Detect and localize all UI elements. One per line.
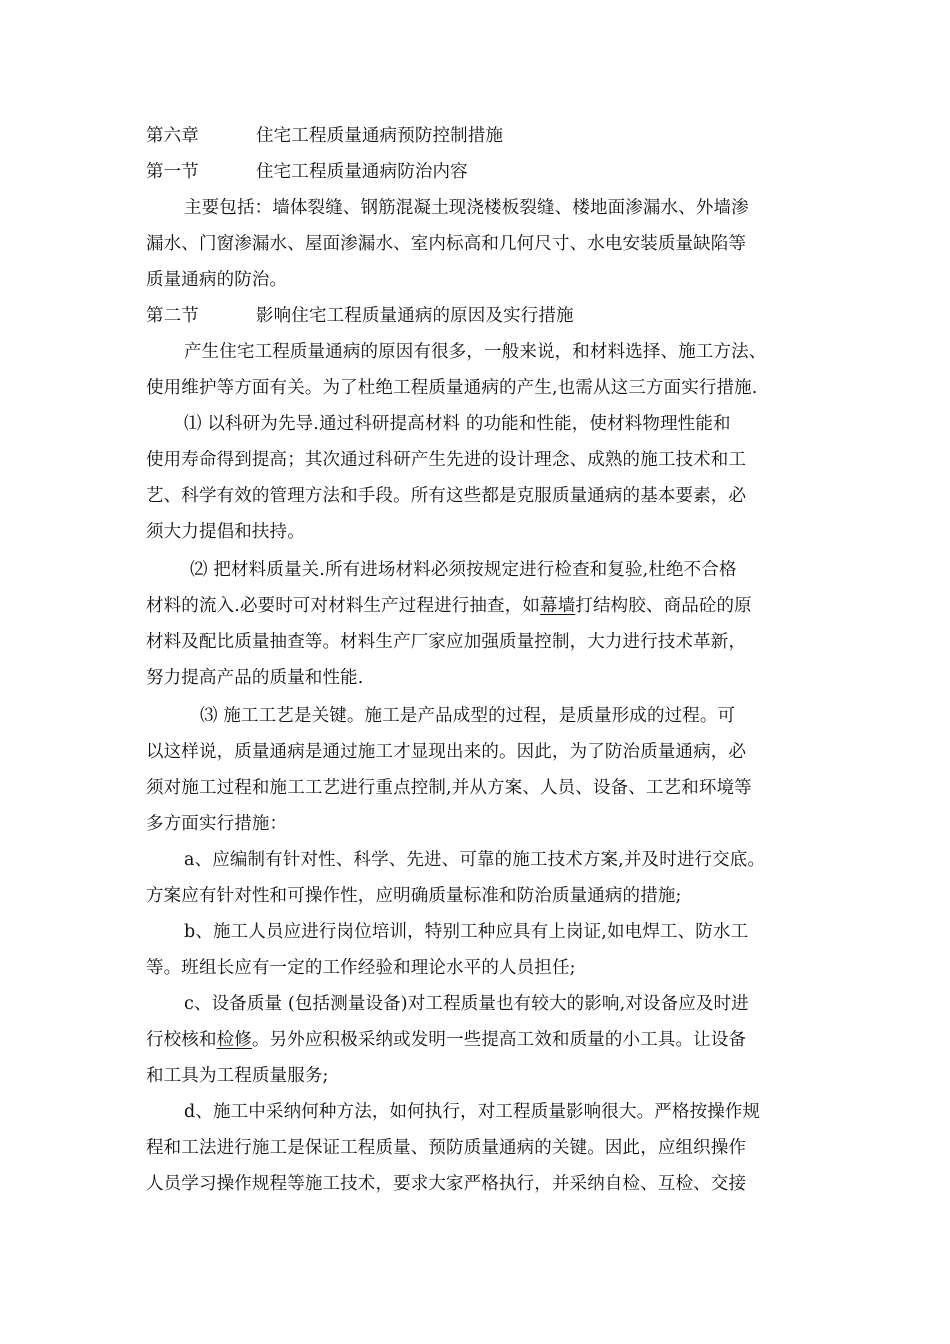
paragraph-line: 和工具为工程质量服务; bbox=[146, 1066, 329, 1086]
paragraph-line: d、施工中采纳何种方法，如何执行，对工程质量影响很大。严格按操作规 bbox=[184, 1102, 761, 1122]
paragraph-line bbox=[146, 1028, 746, 1052]
section1-heading bbox=[146, 160, 468, 184]
section2-title: 影响住宅工程质量通病的原因及实行措施 bbox=[256, 306, 574, 326]
text-run: 行校核和 bbox=[146, 1030, 217, 1050]
paragraph-line: 质量通病的防治。 bbox=[146, 270, 288, 290]
paragraph-line: ⑴ 以科研为先导.通过科研提高材料 的功能和性能，使材料物理性能和 bbox=[184, 414, 731, 434]
paragraph-line: 方案应有针对性和可操作性，应明确质量标准和防治质量通病的措施; bbox=[146, 886, 682, 906]
section2-number: 第二节 bbox=[146, 306, 199, 326]
paragraph-line: 须对施工过程和施工工艺进行重点控制,并从方案、人员、设备、工艺和环境等 bbox=[146, 778, 752, 798]
paragraph-line: 使用寿命得到提高；其次通过科研产生先进的设计理念、成熟的施工技术和工 bbox=[146, 450, 747, 470]
chapter-heading bbox=[146, 124, 503, 148]
paragraph-line: 产生住宅工程质量通病的原因有很多，一般来说，和材料选择、施工方法、 bbox=[184, 342, 767, 362]
paragraph-line: 多方面实行措施： bbox=[146, 814, 288, 834]
paragraph-line: 须大力提倡和扶持。 bbox=[146, 522, 305, 542]
paragraph-line: 程和工法进行施工是保证工程质量、预防质量通病的关键。因此，应组织操作 bbox=[146, 1138, 747, 1158]
curtain-wall-link[interactable]: 幕墙 bbox=[540, 596, 576, 616]
text-run: 材料的流入.必要时可对材料生产过程进行抽查，如 bbox=[146, 596, 541, 616]
paragraph-line: 漏水、门窗渗漏水、屋面渗漏水、室内标高和几何尺寸、水电安装质量缺陷等 bbox=[146, 234, 747, 254]
paragraph-line: 等。班组长应有一定的工作经验和理论水平的人员担任; bbox=[146, 958, 576, 978]
text-run: 。另外应积极采纳或发明一些提高工效和质量的小工具。让设备 bbox=[251, 1030, 747, 1050]
paragraph-line: 艺、科学有效的管理方法和手段。所有这些都是克服质量通病的基本要素，必 bbox=[146, 486, 747, 506]
paragraph-line: 材料及配比质量抽查等。材料生产厂家应加强质量控制，大力进行技术革新， bbox=[146, 632, 747, 652]
maintenance-link[interactable]: 检修 bbox=[216, 1030, 252, 1050]
paragraph-line: ⑵ 把材料质量关.所有进场材料必须按规定进行检查和复验,杜绝不合格 bbox=[190, 560, 737, 580]
chapter-title: 住宅工程质量通病预防控制措施 bbox=[256, 126, 504, 146]
paragraph-line bbox=[146, 594, 752, 618]
paragraph-line: a、应编制有针对性、科学、先进、可靠的施工技术方案,并及时进行交底。 bbox=[184, 850, 766, 870]
section1-number: 第一节 bbox=[146, 162, 199, 182]
paragraph-line: 使用维护等方面有关。为了杜绝工程质量通病的产生,也需从这三方面实行措施. bbox=[146, 378, 758, 398]
section2-heading bbox=[146, 304, 574, 328]
section1-title: 住宅工程质量通病防治内容 bbox=[256, 162, 468, 182]
paragraph-line: ⑶ 施工工艺是关键。施工是产品成型的过程，是质量形成的过程。可 bbox=[200, 706, 736, 726]
chapter-number: 第六章 bbox=[146, 126, 199, 146]
paragraph-line: 努力提高产品的质量和性能. bbox=[146, 668, 364, 688]
text-run: 打结构胶、商品砼的原 bbox=[575, 596, 752, 616]
paragraph-line: 主要包括：墙体裂缝、钢筋混凝土现浇楼板裂缝、楼地面渗漏水、外墙渗 bbox=[184, 198, 749, 218]
paragraph-line: b、施工人员应进行岗位培训，特别工种应具有上岗证,如电焊工、防水工 bbox=[184, 922, 749, 942]
paragraph-line: 人员学习操作规程等施工技术，要求大家严格执行，并采纳自检、互检、交接 bbox=[146, 1174, 747, 1194]
paragraph-line: c、设备质量 (包括测量设备)对工程质量也有较大的影响,对设备应及时进 bbox=[184, 994, 749, 1014]
paragraph-line: 以这样说，质量通病是通过施工才显现出来的。因此，为了防治质量通病，必 bbox=[146, 742, 747, 762]
